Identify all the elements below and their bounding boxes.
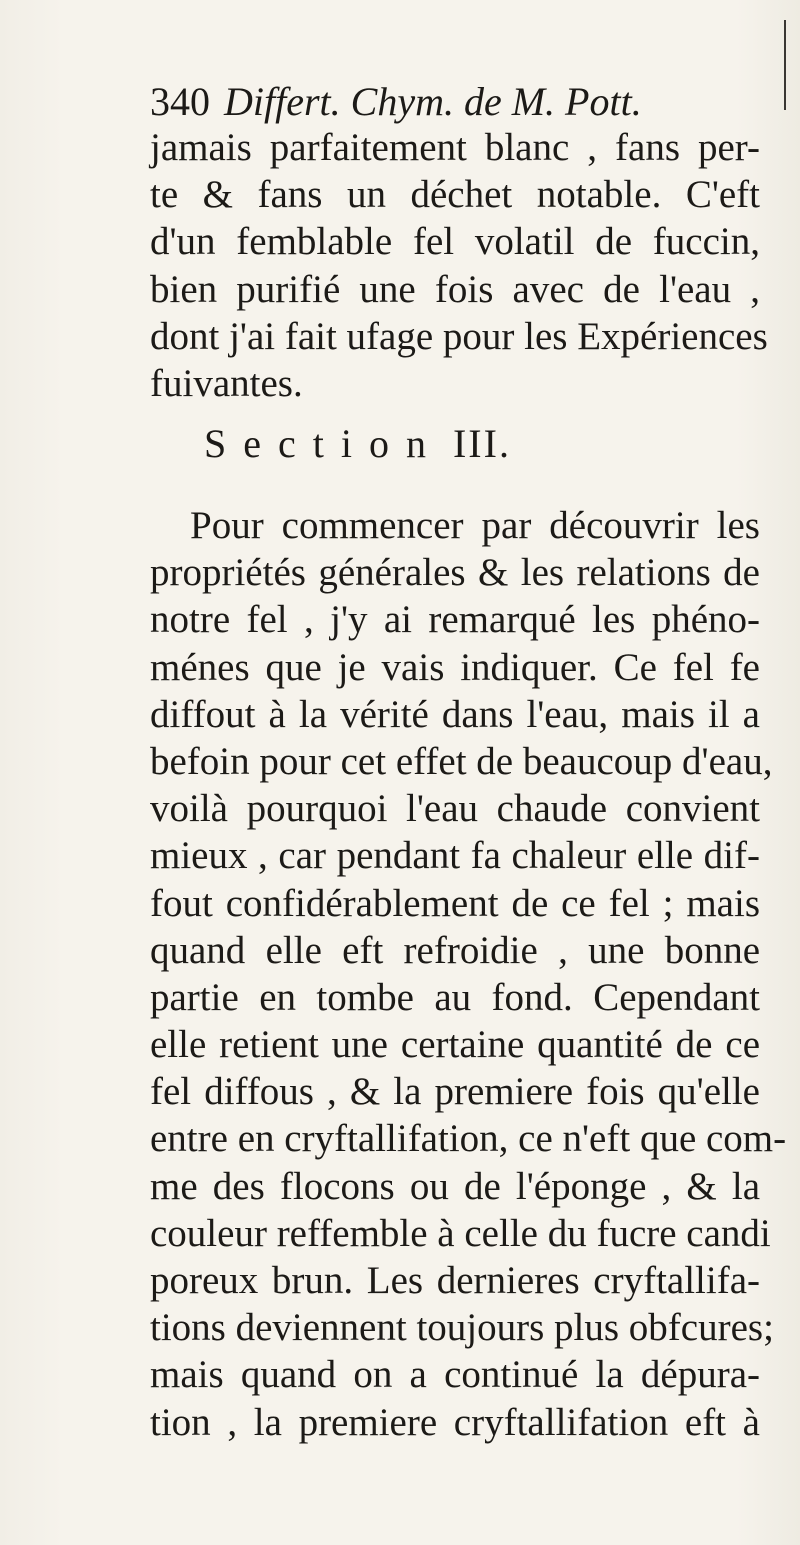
text-line: ménes que je vais indiquer. Ce fel fe xyxy=(150,645,760,689)
text-line: diffout à la vérité dans l'eau, mais il a xyxy=(150,692,760,736)
text-line: fout confidérablement de ce fel ; mais xyxy=(150,881,760,925)
text-line: quand elle eft refroidie , une bonne xyxy=(150,928,760,972)
text-line: partie en tombe au fond. Cependant xyxy=(150,975,760,1019)
section-word: Section xyxy=(204,421,443,466)
running-title: Differt. Chym. de M. Pott. xyxy=(224,79,642,124)
text-line: mais quand on a continué la dépura- xyxy=(150,1353,760,1397)
text-line: poreux brun. Les dernieres cryftallifa- xyxy=(150,1259,760,1302)
text-line: Pour commencer par découvrir les xyxy=(190,504,760,547)
text-line: me des flocons ou de l'éponge , & la xyxy=(150,1164,760,1208)
paragraph-1 xyxy=(150,124,768,407)
text-line: jamais parfaitement blanc , fans per- xyxy=(150,126,760,169)
text-line: tion , la premiere cryftallifation eft à xyxy=(150,1400,760,1444)
text-line: elle retient une certaine quantité de ce xyxy=(150,1023,760,1067)
paragraph-2 xyxy=(150,502,787,1446)
text-line: voilà pourquoi l'eau chaude convient xyxy=(150,787,760,831)
text-line: mieux , car pendant fa chaleur elle dif- xyxy=(150,834,760,878)
text-line: dont j'ai fait ufage pour les Expériences xyxy=(150,314,768,358)
text-line: tions deviennent toujours plus obfcures; xyxy=(150,1306,774,1350)
section-heading xyxy=(204,420,511,468)
text-line: notre fel , j'y ai remarqué les phéno- xyxy=(150,598,760,642)
page-number: 340 xyxy=(150,79,210,124)
text-line: entre en cryftallifation, ce n'eft que com- xyxy=(150,1117,787,1161)
text-line: d'un femblable fel volatil de fuccin, xyxy=(150,220,760,264)
text-line: bien purifié une fois avec de l'eau , xyxy=(150,267,760,311)
text-line: te & fans un déchet notable. C'eft xyxy=(150,173,760,217)
text-line: propriétés générales & les relations de xyxy=(150,551,760,595)
text-line: couleur reffemble à celle du fucre candi xyxy=(150,1211,771,1255)
section-numeral: III. xyxy=(452,421,511,466)
text-line: befoin pour cet effet de beaucoup d'eau, xyxy=(150,739,773,783)
page-edge-line xyxy=(784,20,786,110)
text-line: fel diffous , & la premiere fois qu'elle xyxy=(150,1070,760,1114)
text-line: fuivantes. xyxy=(150,361,303,405)
running-header xyxy=(150,78,642,126)
